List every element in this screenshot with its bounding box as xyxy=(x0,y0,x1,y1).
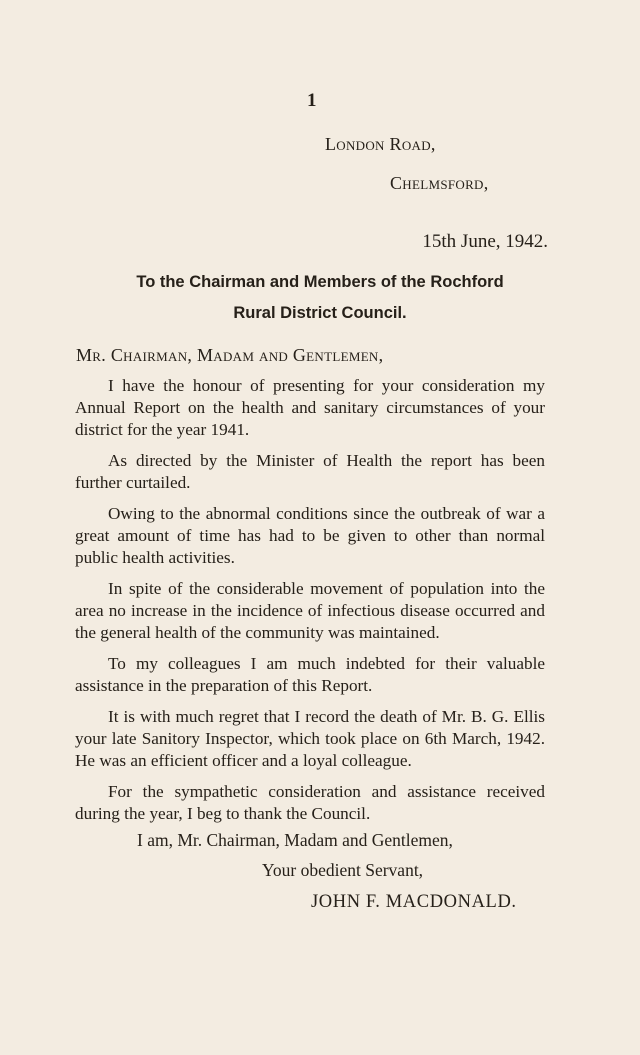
salutation: Mr. Chairman, Madam and Gentlemen, xyxy=(76,345,384,365)
paragraph: As directed by the Minister of Health the report has been further curtailed. xyxy=(75,451,545,492)
paragraph: In spite of the considerable movement of population into the area no increase in the incidence of infectious disease occurred and the general health of the community was maintained. xyxy=(75,579,545,642)
paragraph: It is with much regret that I record the death of Mr. B. G. Ellis your late Sanitory Inspector, which took place on 6th March, 1942. He was an efficient officer and a loyal colleague. xyxy=(75,707,545,770)
paragraph: To my colleagues I am much indebted for their valuable assistance in the preparation of this Report. xyxy=(75,654,545,695)
address-line-1: London Road, xyxy=(325,134,436,154)
letter-body xyxy=(75,375,545,834)
closing-line-1: I am, Mr. Chairman, Madam and Gentlemen, xyxy=(137,830,453,850)
heading-line-2: Rural District Council. xyxy=(233,304,407,322)
paragraph: For the sympathetic consideration and assistance received during the year, I beg to thank the Council. xyxy=(75,782,545,823)
closing-line-2: Your obedient Servant, xyxy=(262,860,424,880)
paragraph: Owing to the abnormal conditions since the outbreak of war a great amount of time has had to be given to other than normal public health activities. xyxy=(75,504,545,567)
address-line-2: Chelmsford, xyxy=(390,173,489,193)
paragraph: I have the honour of presenting for your consideration my Annual Report on the health and sanitary circumstances of your district for the year 1941. xyxy=(75,376,545,439)
signature: JOHN F. MACDONALD. xyxy=(311,892,517,912)
heading-line-1: To the Chairman and Members of the Rochford xyxy=(136,273,504,291)
page-number: 1 xyxy=(307,90,317,111)
letter-date: 15th June, 1942. xyxy=(422,231,548,252)
